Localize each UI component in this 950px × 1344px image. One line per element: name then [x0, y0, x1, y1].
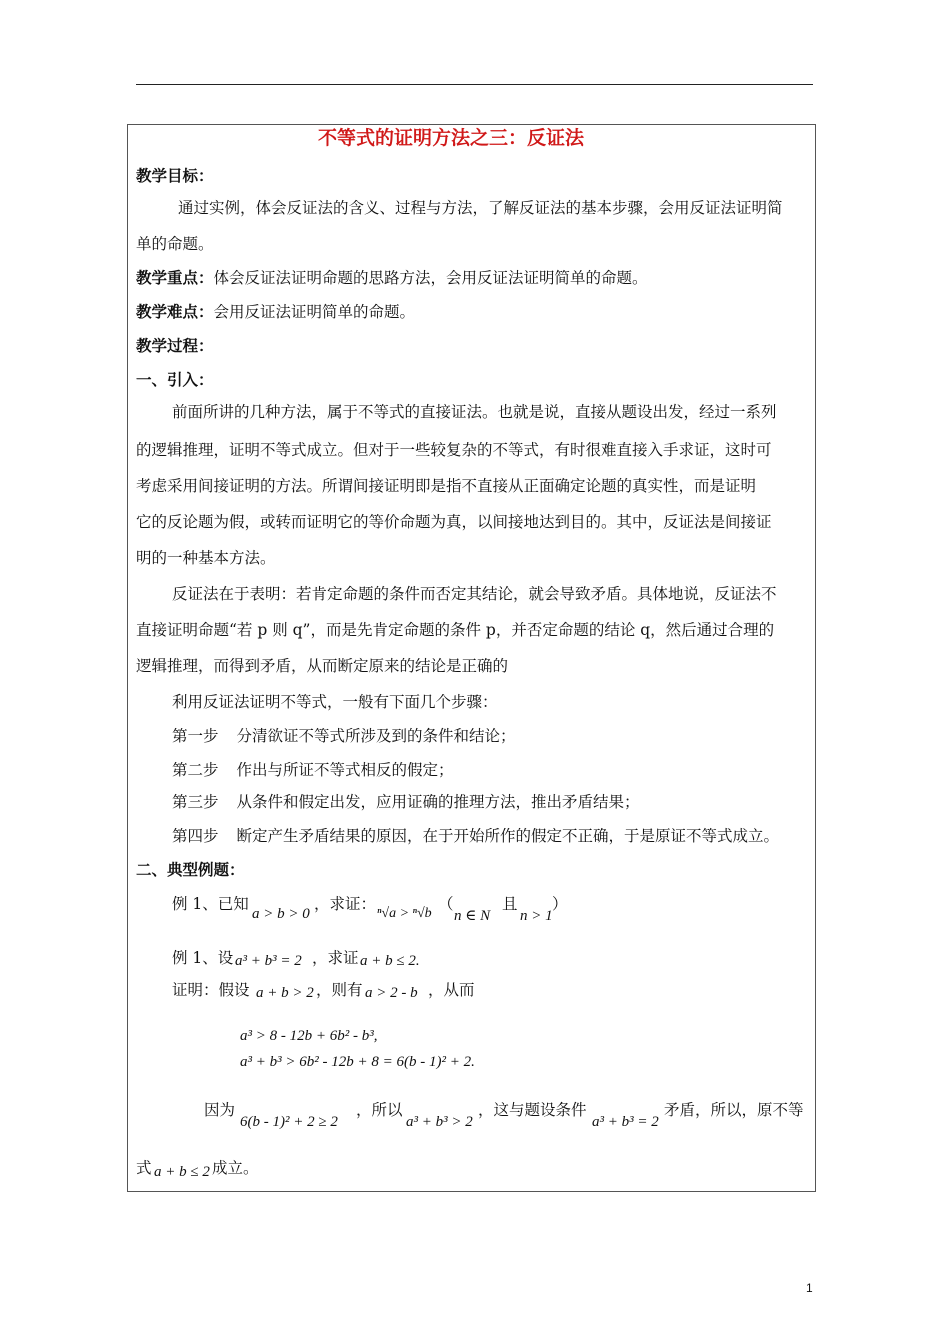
proof-conclusion-expr: a + b ≤ 2 [154, 1164, 210, 1180]
proof-contradiction: ，这与题设条件 [478, 1101, 587, 1119]
intro-line: 的逻辑推理，证明不等式成立。但对于一些较复杂的不等式，有时很难直接入手求证，这时可 [136, 441, 772, 459]
intro-line: 前面所讲的几种方法，属于不等式的直接证法。也就是说，直接从题设出发，经过一系列 [172, 403, 777, 421]
example2-prefix: 例 1、设 [172, 949, 234, 967]
intro-line: 考虑采用间接证明的方法。所谓间接证明即是指不直接从正面确定论题的真实性，而是证明 [136, 477, 757, 495]
difficulty-row [136, 302, 415, 322]
focus-row [136, 268, 648, 288]
proof-equation-2: a³ + b³ > 6b² - 12b + 8 = 6(b - 1)² + 2. [240, 1054, 475, 1070]
proof-result: a³ + b³ > 2 [406, 1114, 473, 1130]
explain-line: 逻辑推理，而得到矛盾，从而断定原来的结论是正确的 [136, 657, 509, 675]
proof-equation-1: a³ > 8 - 12b + 6b² - b³, [240, 1028, 378, 1044]
goals-line-1: 通过实例，体会反证法的含义、过程与方法，了解反证法的基本步骤，会用反证法证明简 [178, 199, 783, 217]
goals-line-2: 单的命题。 [136, 235, 214, 253]
explain-line: 直接证明命题“若 p 则 q”，而是先肯定命题的条件 p，并否定命题的结论 q，然后通过合理的 [136, 621, 775, 639]
difficulty-label: 教学难点： [136, 302, 214, 321]
proof-assumption: a + b > 2 [256, 985, 314, 1001]
steps-intro: 利用反证法证明不等式，一般有下面几个步骤： [172, 693, 498, 711]
step-text: 断定产生矛盾结果的原因，在于开始所作的假定不正确，于是原证不等式成立。 [236, 827, 780, 845]
example1-paren-open: （ [438, 895, 454, 913]
step-text: 从条件和假定出发，应用证确的推理方法，推出矛盾结果； [236, 793, 640, 811]
examples-heading: 二、典型例题： [136, 860, 245, 879]
difficulty-text: 会用反证法证明简单的命题。 [213, 303, 416, 321]
proof-from: ，从而 [428, 981, 475, 999]
step-row [172, 726, 516, 746]
step-label: 第一步 [172, 727, 219, 745]
proof-label: 证明：假设 [172, 981, 250, 999]
proof-because: 因为 [204, 1101, 236, 1119]
step-label: 第三步 [172, 793, 219, 811]
example1-condition: a > b > 0 [252, 906, 310, 922]
header-rule [136, 84, 813, 85]
step-text: 作出与所证不等式相反的假定； [236, 761, 454, 779]
step-text: 分清欲证不等式所涉及到的条件和结论； [236, 727, 516, 745]
example1-n-condition: n > 1 [520, 908, 553, 924]
example1-prefix: 例 1、已知 [172, 895, 249, 913]
example1-domain: n ∈ N [454, 908, 491, 924]
example2-given: a³ + b³ = 2 [235, 953, 302, 969]
proof-condition: a³ + b³ = 2 [592, 1114, 659, 1130]
goals-heading: 教学目标： [136, 166, 214, 185]
example1-claim: ⁿ√a > ⁿ√b [377, 906, 432, 921]
example1-mid: ，求证： [314, 895, 377, 913]
example1-and: 且 [502, 895, 518, 913]
proof-conclusion-post: 成立。 [212, 1159, 259, 1177]
intro-heading: 一、引入： [136, 370, 214, 389]
process-heading: 教学过程： [136, 336, 214, 355]
example2-goal: a + b ≤ 2. [360, 953, 420, 969]
proof-contra-tail: 矛盾，所以，原不等 [664, 1101, 804, 1119]
step-row [172, 826, 779, 846]
focus-label: 教学重点： [136, 268, 214, 287]
proof-derived: a > 2 - b [365, 985, 418, 1001]
proof-inequality: 6(b - 1)² + 2 ≥ 2 [240, 1114, 338, 1130]
example1-paren-close: ） [552, 895, 568, 913]
explain-line: 反证法在于表明：若肯定命题的条件而否定其结论，就会导致矛盾。具体地说，反证法不 [172, 585, 777, 603]
focus-text: 体会反证法证明命题的思路方法，会用反证法证明简单的命题。 [213, 269, 648, 287]
step-row [172, 792, 640, 812]
proof-conclusion-pre: 式 [136, 1159, 152, 1177]
intro-line: 明的一种基本方法。 [136, 549, 276, 567]
step-label: 第四步 [172, 827, 219, 845]
step-row [172, 760, 454, 780]
intro-line: 它的反论题为假，或转而证明它的等价命题为真，以间接地达到目的。其中，反证法是间接证 [136, 513, 772, 531]
proof-so: ，所以 [356, 1101, 403, 1119]
page-number: 1 [806, 1281, 813, 1295]
proof-then: ，则有 [316, 981, 363, 999]
example2-mid: ，求证 [312, 949, 359, 967]
page-title: 不等式的证明方法之三：反证法 [318, 127, 585, 149]
step-label: 第二步 [172, 761, 219, 779]
